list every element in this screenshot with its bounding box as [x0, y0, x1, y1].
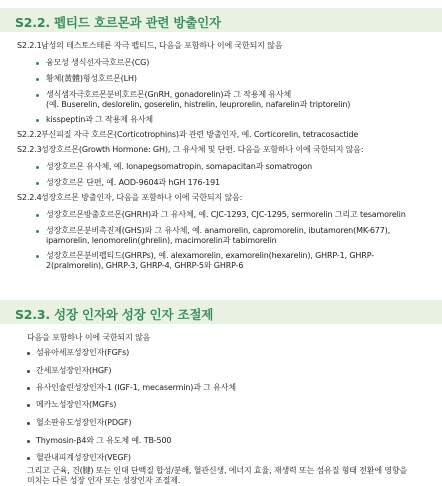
- list-item: 성장호르몬방출호르몬(GHRH)과 그 유사체, 예. CJC-1293, CJC-1295, sermorelin 그리고 tesamorelin: [46, 210, 406, 219]
- bullet-icon: [27, 457, 30, 460]
- list-item: 메카노성장인자(MGFs): [36, 400, 117, 409]
- list-item: kisspeptin과 그 작용제 유사체: [46, 115, 154, 124]
- item-text: 성장호르몬 방출인자, 다음을 포함하나 이에 국한되지 않음:: [41, 193, 243, 202]
- list-item-continuation: 2(pralmorelin), GHRP-3, GHRP-4, GHRP-5와 GHRP-6: [46, 261, 244, 270]
- list-item: 황체(黃體)형성호르몬(LH): [46, 74, 137, 83]
- bullet-icon: [36, 255, 39, 258]
- list-item: 혈소판유도성장인자(PDGF): [36, 418, 132, 427]
- closing-text: 미치는 다른 성장 인자 또는 성장인자 조절제.: [27, 476, 181, 485]
- bullet-icon: [27, 352, 30, 355]
- bullet-icon: [36, 182, 39, 185]
- bullet-icon: [36, 166, 39, 169]
- list-item: 간세포성장인자(HGF): [36, 366, 112, 375]
- list-item: Thymosin-β4와 그 유도체 예. TB-500: [36, 436, 172, 445]
- bullet-icon: [36, 230, 39, 233]
- bullet-icon: [27, 440, 30, 443]
- bullet-icon: [36, 119, 39, 122]
- item-text: 남성의 테스토스테론 자극 펩티드, 다음을 포함하나 이에 국한되지 않음: [41, 41, 283, 50]
- bullet-icon: [27, 387, 30, 390]
- list-item: 혈관내피계성장인자(VEGF): [36, 453, 131, 462]
- bullet-icon: [27, 404, 30, 407]
- list-item: 융모성 생식선자극호르몬(CG): [46, 58, 150, 67]
- bullet-icon: [36, 94, 39, 97]
- intro-text: 다음을 포함하나 이에 국한되지 않음: [27, 333, 151, 342]
- bullet-icon: [36, 62, 39, 65]
- list-item: 생식샘자극호르몬분비호르몬(GnRH, gonadorelin)과 그 작용제 유사체: [46, 90, 292, 99]
- item-code: S2.2.2: [17, 130, 42, 139]
- bullet-icon: [36, 78, 39, 81]
- list-item: 섬유아세포성장인자(FGFs): [36, 348, 130, 357]
- bullet-icon: [36, 214, 39, 217]
- list-item: 유사인슐린성장인자-1 (IGF-1, mecasermin)과 그 유사체: [36, 383, 236, 392]
- section-title: S2.2. 펩티드 호르몬과 관련 방출인자: [15, 15, 221, 30]
- item-text: 부신피질 자극 호르몬(Corticotrophins)과 관련 방출인자, 예. Corticorelin, tetracosactide: [41, 130, 359, 139]
- item-code: S2.2.3: [17, 145, 42, 154]
- item-code: S2.2.4: [17, 193, 42, 202]
- list-item: 성장호르몬 단편, 예. AOD-9604과 hGH 176-191: [46, 178, 220, 187]
- bullet-icon: [27, 370, 30, 373]
- closing-text: 그리고 근육, 건(腱) 또는 인대 단백질 합성/분해, 혈관신생, 에너지 효율, 재생력 또는 섬유질 형태 전환에 영향을: [27, 466, 408, 475]
- item-text: 성장호르몬(Growth Hormone: GH), 그 유사체 및 단편. 다음을 포함하나 이에 국한되지 않음:: [41, 145, 364, 154]
- section-title: S2.3. 성장 인자와 성장 인자 조절제: [15, 307, 214, 322]
- list-item: 성장호르몬분비촉진제(GHS)와 그 유사체, 예. anamorelin, capromorelin, ibutamoren(MK-677),: [46, 226, 391, 235]
- section-header-s23: [0, 300, 442, 324]
- bullet-icon: [27, 422, 30, 425]
- list-item-continuation: ipamorelin, lenomorelin(ghrelin), macimorelin과 tabimorelin: [46, 236, 277, 245]
- item-code: S2.2.1: [17, 41, 42, 50]
- list-item: 성장호르몬 유사체, 예. lonapegsomatropin, somapacitan과 somatrogon: [46, 162, 313, 171]
- section-header-s22: [0, 8, 442, 32]
- list-item-continuation: (예. Buserelin, deslorelin, goserelin, histrelin, leuprorelin, nafarelin과 triptorelin): [46, 100, 351, 109]
- list-item: 성장호르몬분비펩티드(GHRPs), 예. alexamorelin, examorelin(hexarelin), GHRP-1, GHRP-: [46, 251, 374, 260]
